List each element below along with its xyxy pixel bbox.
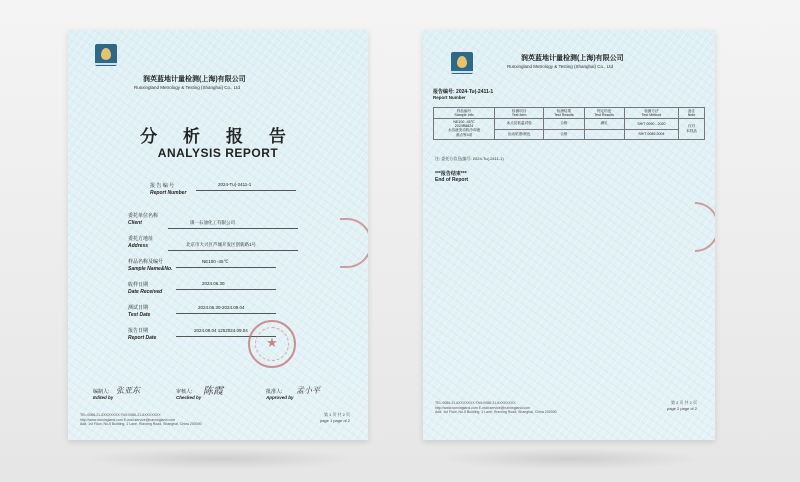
col-test-method: 检测方法 Test Method — [624, 108, 678, 119]
paper-shadow-left — [80, 448, 360, 470]
table-row — [434, 119, 705, 130]
table-note: 注: 委托方信息(编号: 2024-Tu(-2411-1) — [435, 156, 504, 161]
table-cell: 运动粘度/颜色 — [495, 129, 544, 140]
report-number: 报告编号: 2024-Tu(-2411-1 — [433, 89, 494, 95]
table-cell: 合格 — [544, 119, 584, 130]
table-cell: NE100 -45℃ 2024R8824 水溶液发动机冷却液 沸点等4项 — [434, 119, 495, 140]
cross-page-seal-right — [695, 202, 715, 252]
table-cell: 冰点及低温试验 — [495, 119, 544, 130]
underline — [196, 190, 296, 191]
sample-value: NE100 -45℃ — [202, 259, 229, 264]
report-title-en: ANALYSIS REPORT — [157, 146, 279, 160]
signature-checked: 审核人: Checked by — [176, 389, 202, 400]
table-cell: SH/T 0089-2004 — [624, 129, 678, 140]
table-header-row — [434, 108, 705, 119]
company-name-cn: 润英蓝地计量检测(上海)有限公司 — [521, 55, 624, 62]
report-number-en: Report Number — [433, 95, 466, 100]
field-client: 委托单位名称 Client — [128, 213, 159, 226]
end-of-report-en: End of Report — [435, 177, 469, 183]
page-number: 第 2 页 共 2 页 page 2 page of 2 — [666, 400, 697, 411]
test-date-value: 2024.06.30-2024.09.04 — [198, 305, 245, 310]
results-table — [433, 107, 705, 140]
signature-approved-mark: 孟小平 — [296, 386, 320, 395]
field-date-received: 收样日期 Date Received — [128, 282, 163, 295]
field-test-date: 测试日期 Test Date — [128, 305, 151, 318]
client-value: 镇一石油化工有限公司 — [190, 220, 235, 225]
table-cell: 合格 — [544, 129, 584, 140]
company-name-cn: 润英蓝地计量检测(上海)有限公司 — [143, 76, 246, 83]
underline — [176, 267, 276, 268]
col-note: 备注 Note — [679, 108, 705, 119]
official-seal-icon: ★ — [248, 320, 296, 368]
col-test-results: 检测结果 Test Results — [544, 108, 584, 119]
footer-contact: TEL:0086-21-6XXXXXXX FAX:0086-21-6XXXXXXX http://www.runxingland.com E-mail:service@runxingland.com Add: 1st Floor, No.5 Building, 1 Lane, Runxing Road, Shanghai, China 200000 — [80, 413, 202, 426]
address-value: 北京市大兴区芦城开发区创新路1号 — [186, 242, 257, 247]
field-sample-name: 样品名称及编号 Sample Name&No. — [128, 259, 173, 272]
col-test-item: 检测项目 Test Item — [495, 108, 544, 119]
report-title-cn: 分 析 报 告 — [140, 127, 296, 147]
underline — [168, 250, 298, 251]
signature-edited: 编制人: Edited by — [93, 389, 114, 400]
report-date-value: 2024.09.04 1252024.09.04 — [194, 328, 248, 333]
signature-checked-mark: 陈霞 — [203, 386, 223, 397]
col-sample-info: 样品编号 Sample Info — [434, 108, 495, 119]
company-name-en: Runxingland Metrology & Testing (Shanghai) Co., Ltd — [134, 85, 240, 90]
report-number-value: 2024-Tu(-2411-1 — [218, 182, 252, 187]
table-cell — [584, 129, 624, 140]
table-cell: SH/T 0090 - 2020 — [624, 119, 678, 130]
signature-approved: 批准人: Approved by — [266, 389, 294, 400]
col-conclusion: 判定结论 Test Results — [584, 108, 624, 119]
field-report-number: 报 告 编 号 Report Number — [150, 183, 187, 196]
table-cell: 仅对 本样品 — [679, 119, 705, 140]
report-results-page — [423, 30, 715, 440]
page-number: 第 1 页 共 2 页 page 1 page of 2 — [319, 412, 350, 423]
date-received-value: 2024.06.30 — [202, 281, 225, 286]
cross-page-seal-left — [340, 218, 368, 268]
company-name-en: Runxingland Metrology & Testing (Shanghai) Co., Ltd — [507, 64, 613, 69]
signature-edited-mark: 张亚东 — [116, 386, 140, 395]
field-address: 委托方地址 Address — [128, 236, 154, 249]
paper-shadow-right — [435, 448, 705, 470]
underline — [168, 228, 298, 229]
company-logo-icon — [95, 44, 117, 66]
report-cover-page — [68, 30, 368, 440]
end-of-report-cn: ***报告结束*** — [435, 171, 467, 177]
underline — [176, 313, 276, 314]
underline — [176, 289, 276, 290]
table-cell: 满足 — [584, 119, 624, 130]
company-logo-icon — [451, 52, 473, 74]
field-report-date: 报告日期 Report Date — [128, 328, 157, 341]
footer-contact: TEL:0086-21-6XXXXXXX FAX:0086-21-6XXXXXXX http://www.runxingland.com E-mail:service@runxingland.com Add: 1st Floor, No.5 Building, 1 Lane, Runxing Road, Shanghai, China 200000 — [435, 401, 557, 414]
